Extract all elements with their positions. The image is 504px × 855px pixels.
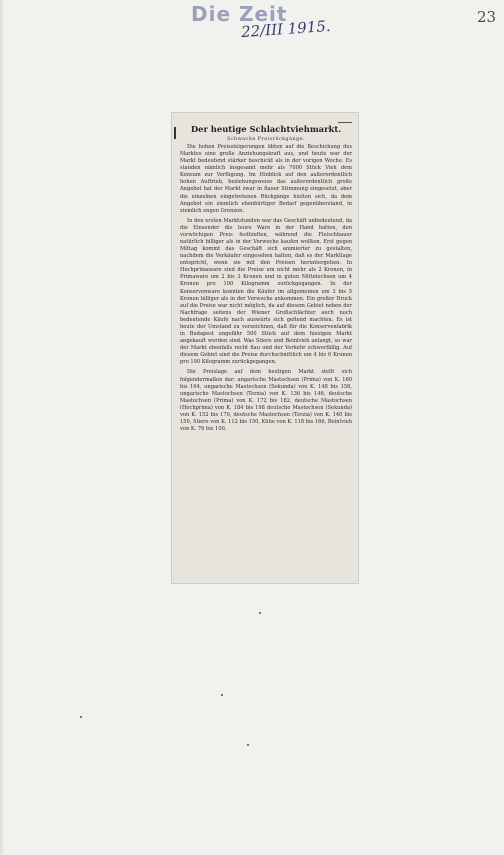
newspaper-clipping (171, 112, 359, 584)
paper-speck (221, 694, 223, 696)
handwritten-date: 22/III 1915. (240, 16, 332, 42)
clipping-corner-mark (338, 122, 352, 123)
paper-speck (259, 612, 261, 614)
page-number: 23 (477, 8, 497, 26)
article-paragraph-1: Die hohen Preissteigerungen übten auf die Beschickung des Marktes eine große Anziehungskraft aus, und heute war der Markt bedeutend stärker beschickt als in der vorigen Woche. Es standen nämlich insgesamt mehr als 7000 Stück Vieh dem Konsum zur Verfügung. Im Hinblick auf den außerordentlich hohen Auftrieb, beziehungsweise das außerordentlich große Angebot hat der Markt zwar in flauer Stimmung eingesetzt, aber die einzelnen eingetretenen Rückgänge hielten sich, da dem Angebot ein ziemlich ebenbürtiger Bedarf gegenüberstand, in ziemlich engen Grenzen. (180, 144, 352, 214)
article-paragraph-2: In den ersten Marktstunden war das Geschäft unbedeutend, da die Einsender die teure Ware in der Hand hatten, den vorwöchigen Preis festhielten, während die Fleischhauer natürlich billiger als in der Vorwoche kaufen wollten. Erst gegen Mittag kommt das Geschäft sich animierter zu gestalten, nachdem die Verkäufer eingesehen hatten, daß es der Marktlage entspricht, wenn sie mit den Preisen heruntergehen. In Hochprimaware sind die Preise um nicht mehr als 2 Kronen, in Primaware um 2 bis 3 Kronen und in guten Mittelochsen um 4 Kronen pro 100 Kilogramm zurückgegangen. In der Konservenware konnten die Käufer im allgemeinen um 3 bis 5 Kronen billiger als in der Vorwoche ankommen. Ein großer Druck auf die Preise war nicht möglich, da auf diesem Gebiet neben der Nachfrage seitens der Wiener Großschlächter auch noch bedeutende Käufe nach auswärts sich geltend machten. Es ist heute der Umstand zu verzeichnen, daß für die Konservenfabrik in Budapest ungefähr 500 Stück auf dem hiesigen Markt angekauft worden sind. Was Stiere und Beinlvieh anlangt, so war der Markt ebenfalls recht flau und der Verkehr schwerfällig. Auf diesem Gebiet sind die Preise durchschnittlich um 4 bis 6 Kronen pro 100 Kilogramm zurückgegangen. (180, 217, 352, 366)
article-subhead: Schwache Preisrückgänge. (227, 137, 305, 142)
paper-speck (80, 716, 82, 718)
newspaper-masthead: Die Zeit (191, 2, 288, 26)
clipping-edge-mark (174, 127, 176, 139)
paper-speck (247, 744, 249, 746)
article-paragraph-3: Die Preislage auf dem heutigen Markt stellt sich folgendermaßen dar: ungarische Mastochsen (Prima) von K. 160 bis 164, ungarische Mastochsen (Sekunda) von K. 148 bis 158, ungarische Mastochsen (Terzia) von K. 136 bis 146, deutsche Mastochsen (Prima) von K. 172 bis 182, deutsche Mastochsen (Hochprima) von K. 184 bis 198 deutsche Mastochsen (Sekunda) von K. 152 bis 170, deutsche Mastochsen (Terzia) von K. 140 bis 150, Stiere von K. 112 bis 150, Kühe von K. 118 bis 166, Beinlvieh von K. 76 bis 100. (180, 369, 352, 433)
article-headline: Der heutige Schlachtviehmarkt. (190, 124, 342, 134)
